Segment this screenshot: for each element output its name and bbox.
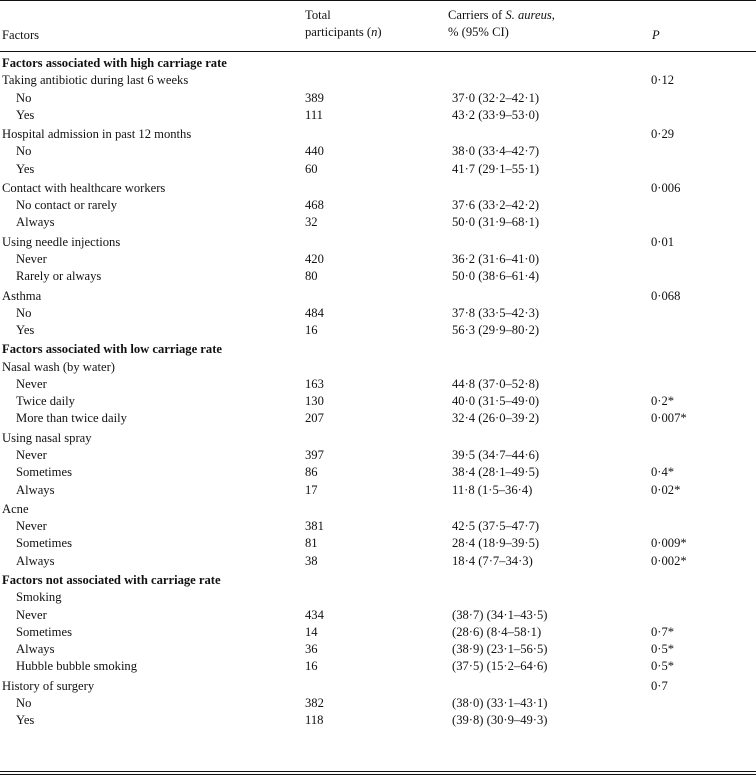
table-row — [0, 518, 756, 535]
carriers-cell: 28·4 (18·9–39·5) — [452, 536, 540, 551]
total-participants-cell: 32 — [305, 215, 318, 230]
carriers-cell: 18·4 (7·7–34·3) — [452, 553, 533, 568]
factor-cell: Hospital admission in past 12 months — [2, 127, 192, 142]
factor-cell: Always — [16, 482, 55, 497]
p-value-cell: 0·01 — [651, 234, 675, 249]
carriers-cell: (38·0) (33·1–43·1) — [452, 695, 548, 710]
table-row — [0, 143, 756, 160]
table-row — [0, 393, 756, 410]
total-participants-cell: 17 — [305, 482, 318, 497]
factor-cell: Never — [16, 376, 47, 391]
p-value-cell: 0·5* — [651, 642, 675, 656]
header-p-symbol: P — [652, 28, 660, 42]
p-value-cell: 0·4* — [651, 465, 675, 480]
total-participants-cell: 484 — [305, 305, 324, 320]
table-row — [0, 658, 756, 675]
factor-cell: Always — [16, 553, 55, 568]
bottom-rule-1 — [0, 771, 756, 772]
header-total-n: n — [371, 25, 378, 39]
total-participants-cell: 86 — [305, 465, 318, 480]
total-participants-cell: 420 — [305, 252, 324, 267]
factor-cell: Using nasal spray — [2, 430, 92, 445]
factor-cell: Factors associated with high carriage rate — [2, 56, 227, 70]
p-value-cell: 0·29 — [651, 127, 675, 142]
total-participants-cell: 38 — [305, 553, 318, 568]
total-participants-cell: 434 — [305, 607, 324, 622]
header-carriers-line1 — [448, 7, 555, 24]
p-value-cell: 0·068 — [651, 288, 681, 303]
table-row — [0, 268, 756, 285]
total-participants-cell: 207 — [305, 411, 324, 426]
header-total-line1: Total — [305, 8, 331, 22]
factor-cell: No — [16, 90, 32, 105]
header-carriers-line2: % (95% CI) — [448, 25, 509, 39]
carriers-cell: 38·0 (33·4–42·7) — [452, 144, 540, 159]
carriers-cell: 37·0 (32·2–42·1) — [452, 90, 540, 105]
total-participants-cell: 440 — [305, 144, 324, 159]
total-participants-cell: 397 — [305, 448, 324, 463]
factor-cell: Hubble bubble smoking — [16, 659, 138, 674]
table-row — [0, 161, 756, 178]
carriers-cell: 44·8 (37·0–52·8) — [452, 376, 540, 391]
group-row — [0, 126, 756, 143]
table-row — [0, 107, 756, 124]
factor-cell: Twice daily — [16, 394, 75, 409]
carriers-cell: (38·9) (23·1–56·5) — [452, 642, 548, 656]
factor-cell: Factors not associated with carriage rate — [2, 573, 221, 587]
total-participants-cell: 118 — [305, 713, 324, 728]
factor-cell: No contact or rarely — [16, 198, 118, 213]
table-row — [0, 197, 756, 214]
factor-cell: Using needle injections — [2, 234, 121, 249]
group-row — [0, 678, 756, 695]
header-carriers-prefix: Carriers of — [448, 8, 506, 22]
factor-cell: Taking antibiotic during last 6 weeks — [2, 73, 189, 88]
carriers-cell: 50·0 (31·9–68·1) — [452, 215, 540, 230]
table-row — [0, 322, 756, 339]
table-row — [0, 305, 756, 322]
table-row — [0, 251, 756, 268]
group-row — [0, 430, 756, 447]
p-value-cell: 0·002* — [651, 553, 687, 568]
factor-cell: Asthma — [2, 288, 42, 303]
p-value-cell: 0·02* — [651, 482, 681, 497]
p-value-cell: 0·12 — [651, 73, 675, 88]
p-value-cell: 0·7 — [651, 678, 668, 693]
table-row — [0, 410, 756, 427]
factor-cell: No — [16, 695, 32, 710]
factor-cell: Nasal wash (by water) — [2, 359, 115, 374]
p-value-cell: 0·006 — [651, 180, 681, 195]
total-participants-cell: 60 — [305, 161, 318, 176]
p-value-cell: 0·5* — [651, 659, 675, 674]
factor-cell: Factors associated with low carriage rate — [2, 342, 222, 357]
factor-cell: Yes — [16, 107, 35, 122]
table-row — [0, 90, 756, 107]
table-row — [0, 535, 756, 552]
group-row — [0, 501, 756, 518]
factor-cell: Always — [16, 642, 55, 656]
header-total-participants — [305, 7, 382, 41]
total-participants-cell: 381 — [305, 519, 324, 534]
carriers-cell: 11·8 (1·5–36·4) — [452, 482, 533, 497]
group-row — [0, 288, 756, 305]
factor-cell: Contact with healthcare workers — [2, 180, 166, 195]
header-carriers-species: S. aureus — [505, 8, 552, 22]
carriers-cell: 39·5 (34·7–44·6) — [452, 448, 540, 463]
header-rule — [0, 51, 756, 52]
carriers-cell: 56·3 (29·9–80·2) — [452, 323, 540, 338]
factor-cell: Yes — [16, 161, 35, 176]
p-value-cell: 0·007* — [651, 411, 687, 426]
factor-cell: Always — [16, 215, 55, 230]
group-row — [0, 359, 756, 376]
top-rule — [0, 0, 756, 1]
factor-cell: Sometimes — [16, 536, 72, 551]
p-value-cell: 0·2* — [651, 394, 675, 409]
carriers-cell: 43·2 (33·9–53·0) — [452, 107, 540, 122]
group-row — [0, 234, 756, 251]
table-row — [0, 641, 756, 658]
total-participants-cell: 80 — [305, 269, 318, 284]
table-row — [0, 214, 756, 231]
total-participants-cell: 468 — [305, 198, 324, 213]
group-row — [0, 72, 756, 89]
carriers-cell: 38·4 (28·1–49·5) — [452, 465, 540, 480]
factor-cell: History of surgery — [2, 678, 95, 693]
carriers-cell: 41·7 (29·1–55·1) — [452, 161, 540, 176]
header-total-line2-prefix: participants ( — [305, 25, 372, 39]
total-participants-cell: 163 — [305, 376, 324, 391]
header-carriers-suffix: , — [551, 8, 555, 22]
header-total-line2-suffix: ) — [377, 25, 382, 39]
factor-cell: Never — [16, 519, 47, 534]
factor-cell: Never — [16, 607, 47, 622]
p-value-cell: 0·009* — [651, 536, 687, 551]
table-row — [0, 712, 756, 729]
factor-cell: No — [16, 144, 32, 159]
bottom-rule-2 — [0, 774, 756, 775]
group-row — [0, 180, 756, 197]
section-row — [0, 55, 756, 72]
total-participants-cell: 36 — [305, 642, 318, 656]
table-row — [0, 447, 756, 464]
carriers-cell: (38·7) (34·1–43·5) — [452, 607, 548, 622]
carriers-cell: 40·0 (31·5–49·0) — [452, 394, 540, 409]
total-participants-cell: 389 — [305, 90, 324, 105]
table-row — [0, 376, 756, 393]
header-total-line2 — [305, 24, 382, 41]
table-row — [0, 589, 756, 606]
total-participants-cell: 81 — [305, 536, 318, 551]
factor-cell: Yes — [16, 713, 35, 728]
factor-cell: Never — [16, 252, 47, 267]
carriers-cell: (37·5) (15·2–64·6) — [452, 659, 548, 674]
carriers-cell: (39·8) (30·9–49·3) — [452, 713, 548, 728]
section-row — [0, 341, 756, 358]
table-row — [0, 553, 756, 570]
carriers-cell: 32·4 (26·0–39·2) — [452, 411, 540, 426]
table-body — [0, 55, 756, 729]
total-participants-cell: 14 — [305, 624, 318, 639]
factor-cell: Smoking — [16, 590, 62, 605]
table-row — [0, 624, 756, 641]
factor-cell: Never — [16, 448, 47, 463]
total-participants-cell: 111 — [305, 107, 323, 122]
factor-cell: More than twice daily — [16, 411, 127, 426]
table-row — [0, 695, 756, 712]
factor-cell: Rarely or always — [16, 269, 102, 284]
table-row — [0, 607, 756, 624]
carriers-cell: 50·0 (38·6–61·4) — [452, 269, 540, 284]
carriers-cell: 42·5 (37·5–47·7) — [452, 519, 540, 534]
factor-cell: Yes — [16, 323, 35, 338]
carriers-cell: 37·6 (33·2–42·2) — [452, 198, 540, 213]
header-carriers — [448, 7, 555, 41]
factor-cell: No — [16, 305, 32, 320]
carriers-cell: 37·8 (33·5–42·3) — [452, 305, 540, 320]
factor-cell: Sometimes — [16, 465, 72, 480]
table-row — [0, 464, 756, 481]
total-participants-cell: 382 — [305, 695, 324, 710]
factor-cell: Sometimes — [16, 624, 72, 639]
section-row — [0, 572, 756, 589]
p-value-cell: 0·7* — [651, 624, 675, 639]
carriers-cell: (28·6) (8·4–58·1) — [452, 624, 542, 639]
carriers-cell: 36·2 (31·6–41·0) — [452, 252, 540, 267]
table-row — [0, 482, 756, 499]
total-participants-cell: 130 — [305, 394, 324, 409]
factor-cell: Acne — [2, 501, 29, 516]
header-p-value — [652, 27, 660, 44]
total-participants-cell: 16 — [305, 659, 318, 674]
total-participants-cell: 16 — [305, 323, 318, 338]
header-factors: Factors — [2, 28, 40, 42]
